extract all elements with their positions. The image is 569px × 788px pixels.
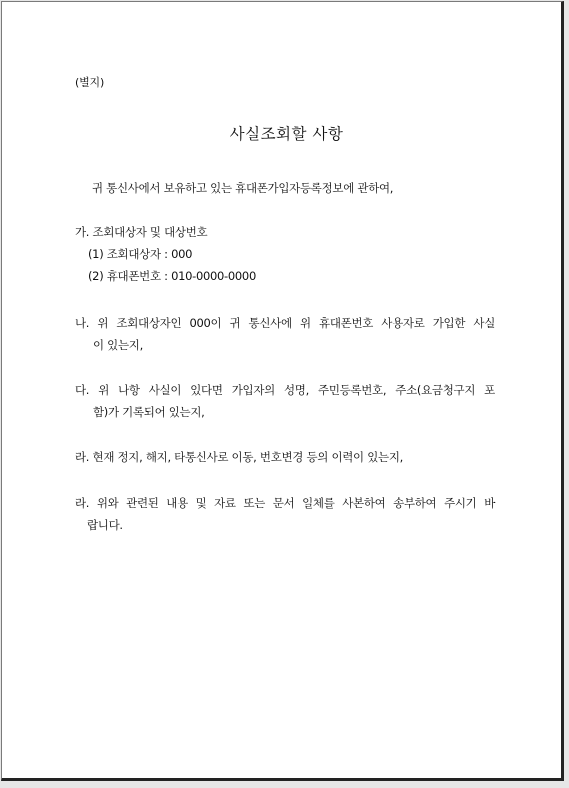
document-title: 사실조회할 사항 [229, 125, 344, 143]
section-da-line2: 함)가 기록되어 있는지, [93, 405, 205, 419]
section-ga-item-subject: (1) 조회대상자 : 000 [88, 247, 193, 261]
section-na-line1: 나. 위 조회대상자인 000이 귀 통신사에 위 휴대폰번호 사용자로 가입한 사실 [75, 316, 495, 330]
section-ra-history [75, 446, 403, 468]
section-ga [75, 221, 256, 287]
section-ga-item-phone: (2) 휴대폰번호 : 010-0000-0000 [88, 269, 256, 283]
annex-label: (별지) [75, 76, 105, 89]
intro-paragraph: 귀 통신사에서 보유하고 있는 휴대폰가입자등록정보에 관하여, [92, 181, 394, 195]
section-ra-request-line2: 랍니다. [87, 518, 123, 532]
section-ra-request [75, 492, 495, 536]
section-da [75, 379, 495, 423]
section-da-line1: 다. 위 나항 사실이 있다면 가입자의 성명, 주민등록번호, 주소(요금청구지 포 [75, 383, 495, 397]
section-ga-heading: 가. 조회대상자 및 대상번호 [75, 225, 208, 239]
section-ra-history-line1: 라. 현재 정지, 해지, 타통신사로 이동, 번호변경 등의 이력이 있는지, [75, 450, 404, 464]
section-ra-request-line1: 라. 위와 관련된 내용 및 자료 또는 문서 일체를 사본하여 송부하여 주시기 바 [75, 496, 495, 510]
document-page [1, 1, 564, 781]
section-na [75, 312, 495, 356]
section-na-line2: 이 있는지, [93, 338, 143, 352]
